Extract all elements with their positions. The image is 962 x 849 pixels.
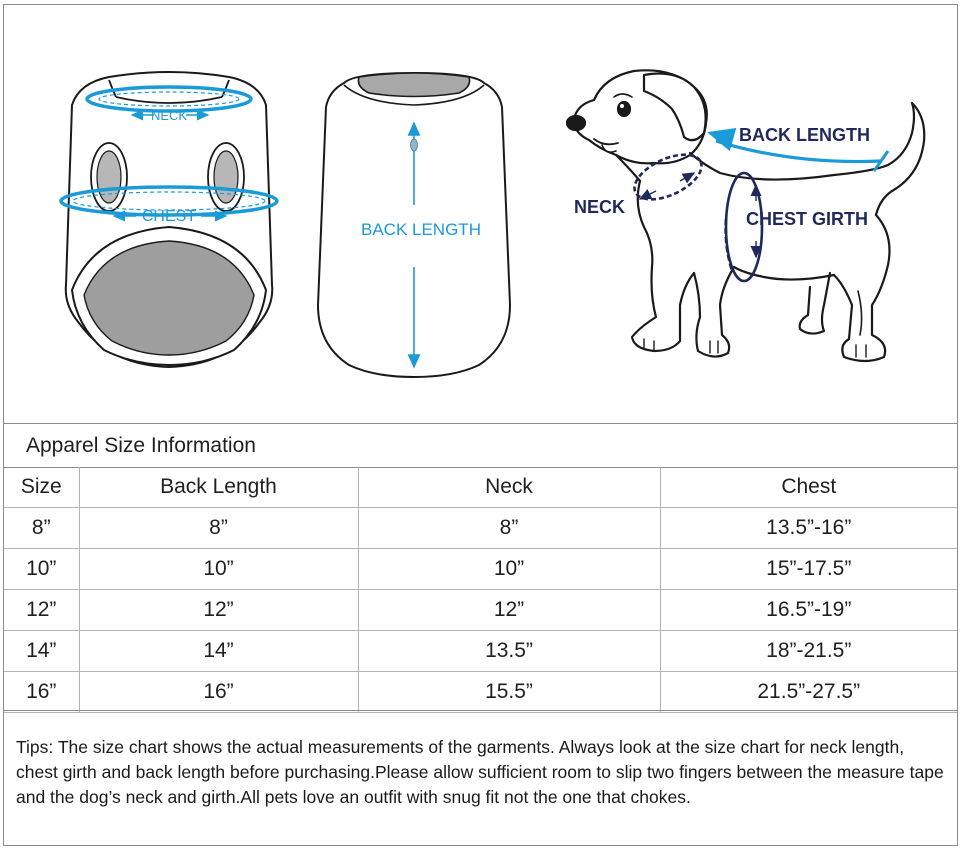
front-neck-label: NECK — [150, 108, 188, 123]
front-chest-label: CHEST — [141, 208, 197, 225]
cell-size: 12” — [4, 590, 79, 631]
table-caption — [4, 423, 957, 468]
table-row — [4, 672, 957, 713]
cell-back-length: 8” — [79, 508, 358, 549]
size-chart-frame — [3, 4, 958, 846]
tips-section — [4, 710, 957, 846]
cell-chest: 13.5”-16” — [660, 508, 957, 549]
table-title: Apparel Size Information — [26, 434, 256, 457]
table-row — [4, 590, 957, 631]
dog-neck-label: NECK — [574, 197, 626, 217]
table-row — [4, 508, 957, 549]
cell-back-length: 12” — [79, 590, 358, 631]
header-back-length: Back Length — [79, 467, 358, 508]
tips-text: Tips: The size chart shows the actual measurements of the garments. Always look at the size chart for neck length, chest girth and back length before purchasing.Please allow sufficient room to slip two fingers between the measure tape and the dog’s neck and girth.All pets love an outfit with snug fit not the one that chokes. — [16, 737, 944, 807]
cell-size: 16” — [4, 672, 79, 713]
cell-back-length: 14” — [79, 631, 358, 672]
table-header-row — [4, 467, 957, 508]
header-chest: Chest — [660, 467, 957, 508]
illustration-svg — [4, 5, 957, 423]
cell-neck: 12” — [358, 590, 660, 631]
cell-chest: 18”-21.5” — [660, 631, 957, 672]
cell-neck: 10” — [358, 549, 660, 590]
back-length-label: BACK LENGTH — [361, 220, 481, 239]
table-row — [4, 631, 957, 672]
header-size: Size — [4, 467, 79, 508]
cell-size: 8” — [4, 508, 79, 549]
measurement-illustrations — [4, 5, 957, 423]
cell-back-length: 16” — [79, 672, 358, 713]
cell-neck: 15.5” — [358, 672, 660, 713]
cell-chest: 15”-17.5” — [660, 549, 957, 590]
table-row — [4, 549, 957, 590]
header-neck: Neck — [358, 467, 660, 508]
dog-chest-girth-label: CHEST GIRTH — [746, 209, 869, 229]
cell-size: 14” — [4, 631, 79, 672]
cell-chest: 16.5”-19” — [660, 590, 957, 631]
cell-size: 10” — [4, 549, 79, 590]
cell-neck: 8” — [358, 508, 660, 549]
dog-back-length-label: BACK LENGTH — [739, 125, 870, 145]
cell-back-length: 10” — [79, 549, 358, 590]
size-table — [4, 467, 957, 713]
cell-chest: 21.5”-27.5” — [660, 672, 957, 713]
cell-neck: 13.5” — [358, 631, 660, 672]
